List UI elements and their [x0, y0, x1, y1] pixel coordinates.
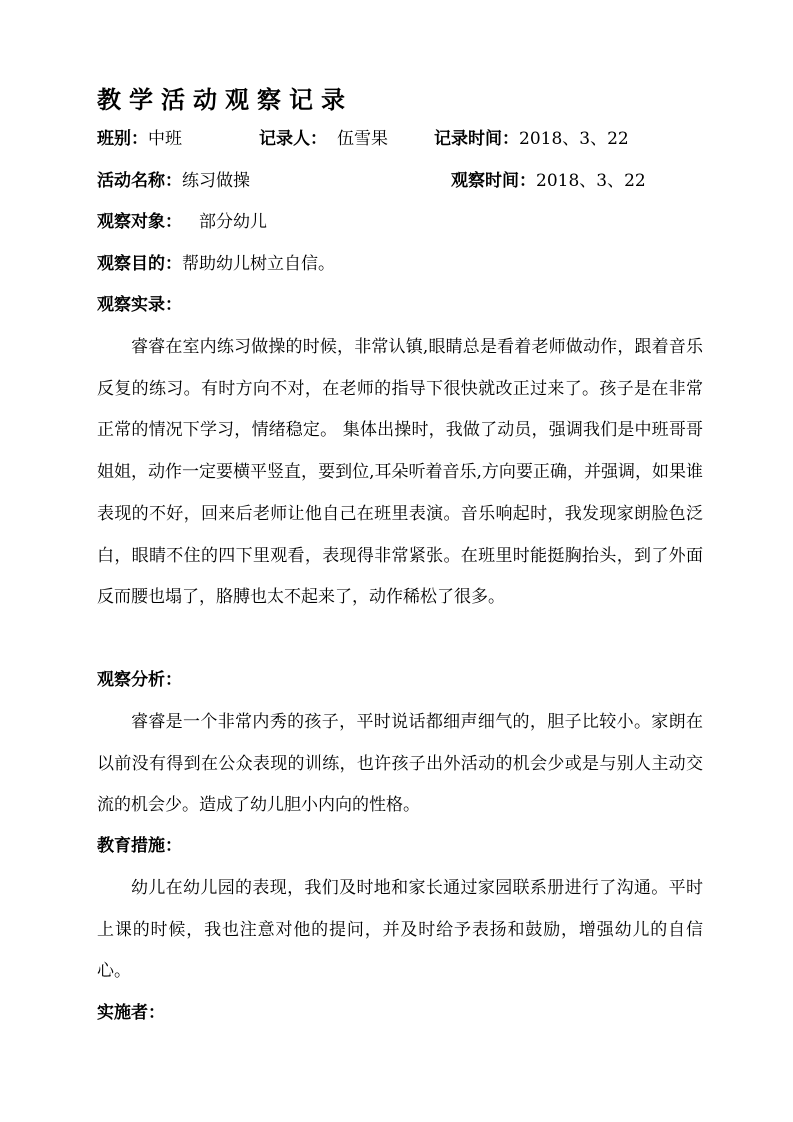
- meta-row-1: [97, 127, 182, 151]
- document-title: 教学活动观察记录: [97, 85, 353, 114]
- class-label: 班别：: [97, 129, 148, 149]
- analysis-paragraph: 睿睿是一个非常内秀的孩子，平时说话都细声细气的，胆子比较小。家朗在以前没有得到在公众表现的训练，也许孩子出外活动的机会少或是与别人主动交流的机会少。造成了幼儿胆小内向的性格。: [97, 712, 703, 816]
- analysis-heading: 观察分析：: [97, 670, 182, 690]
- purpose-label: 观察目的：: [97, 254, 182, 274]
- observe-time-field: [451, 169, 646, 193]
- activity-value: 练习做操: [182, 171, 250, 191]
- target-value: 部分幼儿: [199, 212, 267, 232]
- recorder-label: 记录人：: [259, 129, 327, 149]
- observe-time-value: 2018、3、22: [536, 171, 646, 191]
- record-time-value: 2018、3、22: [519, 129, 629, 149]
- recorder-field: [259, 127, 388, 151]
- purpose-value: 帮助幼儿树立自信。: [182, 254, 335, 274]
- record-time-label: 记录时间：: [434, 129, 519, 149]
- observe-time-label: 观察时间：: [451, 171, 536, 191]
- activity-field: [97, 169, 250, 193]
- record-paragraph: 睿睿在室内练习做操的时候，非常认镇,眼睛总是看着老师做动作，跟着音乐反复的练习。有时方向不对，在老师的指导下很快就改正过来了。孩子是在非常正常的情况下学习，情绪稳定。 集体出操时，我做了动员，强调我们是中班哥哥姐姐，动作一定要横平竖直，要到位,耳朵听着音乐,方向要正确，并强调，如果谁表现的不好，回来后老师让他自己在班里表演。音乐响起时，我发现家朗脸色泛白，眼睛不住的四下里观看，表现得非常紧张。在班里时能挺胸抬头，到了外面反而腰也塌了，胳膊也太不起来了，动作稀松了很多。: [97, 337, 703, 608]
- implementer-heading: 实施者：: [97, 1003, 165, 1023]
- activity-label: 活动名称：: [97, 171, 182, 191]
- record-time-field: [434, 127, 629, 151]
- target-label: 观察对象：: [97, 212, 182, 232]
- recorder-value: 伍雪果: [337, 129, 388, 149]
- record-heading: 观察实录：: [97, 295, 182, 315]
- measures-heading: 教育措施：: [97, 836, 182, 856]
- purpose-field: [97, 252, 335, 276]
- measures-paragraph: 幼儿在幼儿园的表现，我们及时地和家长通过家园联系册进行了沟通。平时上课的时候，我也注意对他的提问，并及时给予表扬和鼓励，增强幼儿的自信心。: [97, 878, 703, 982]
- target-field: [97, 210, 267, 234]
- class-value: 中班: [148, 129, 182, 149]
